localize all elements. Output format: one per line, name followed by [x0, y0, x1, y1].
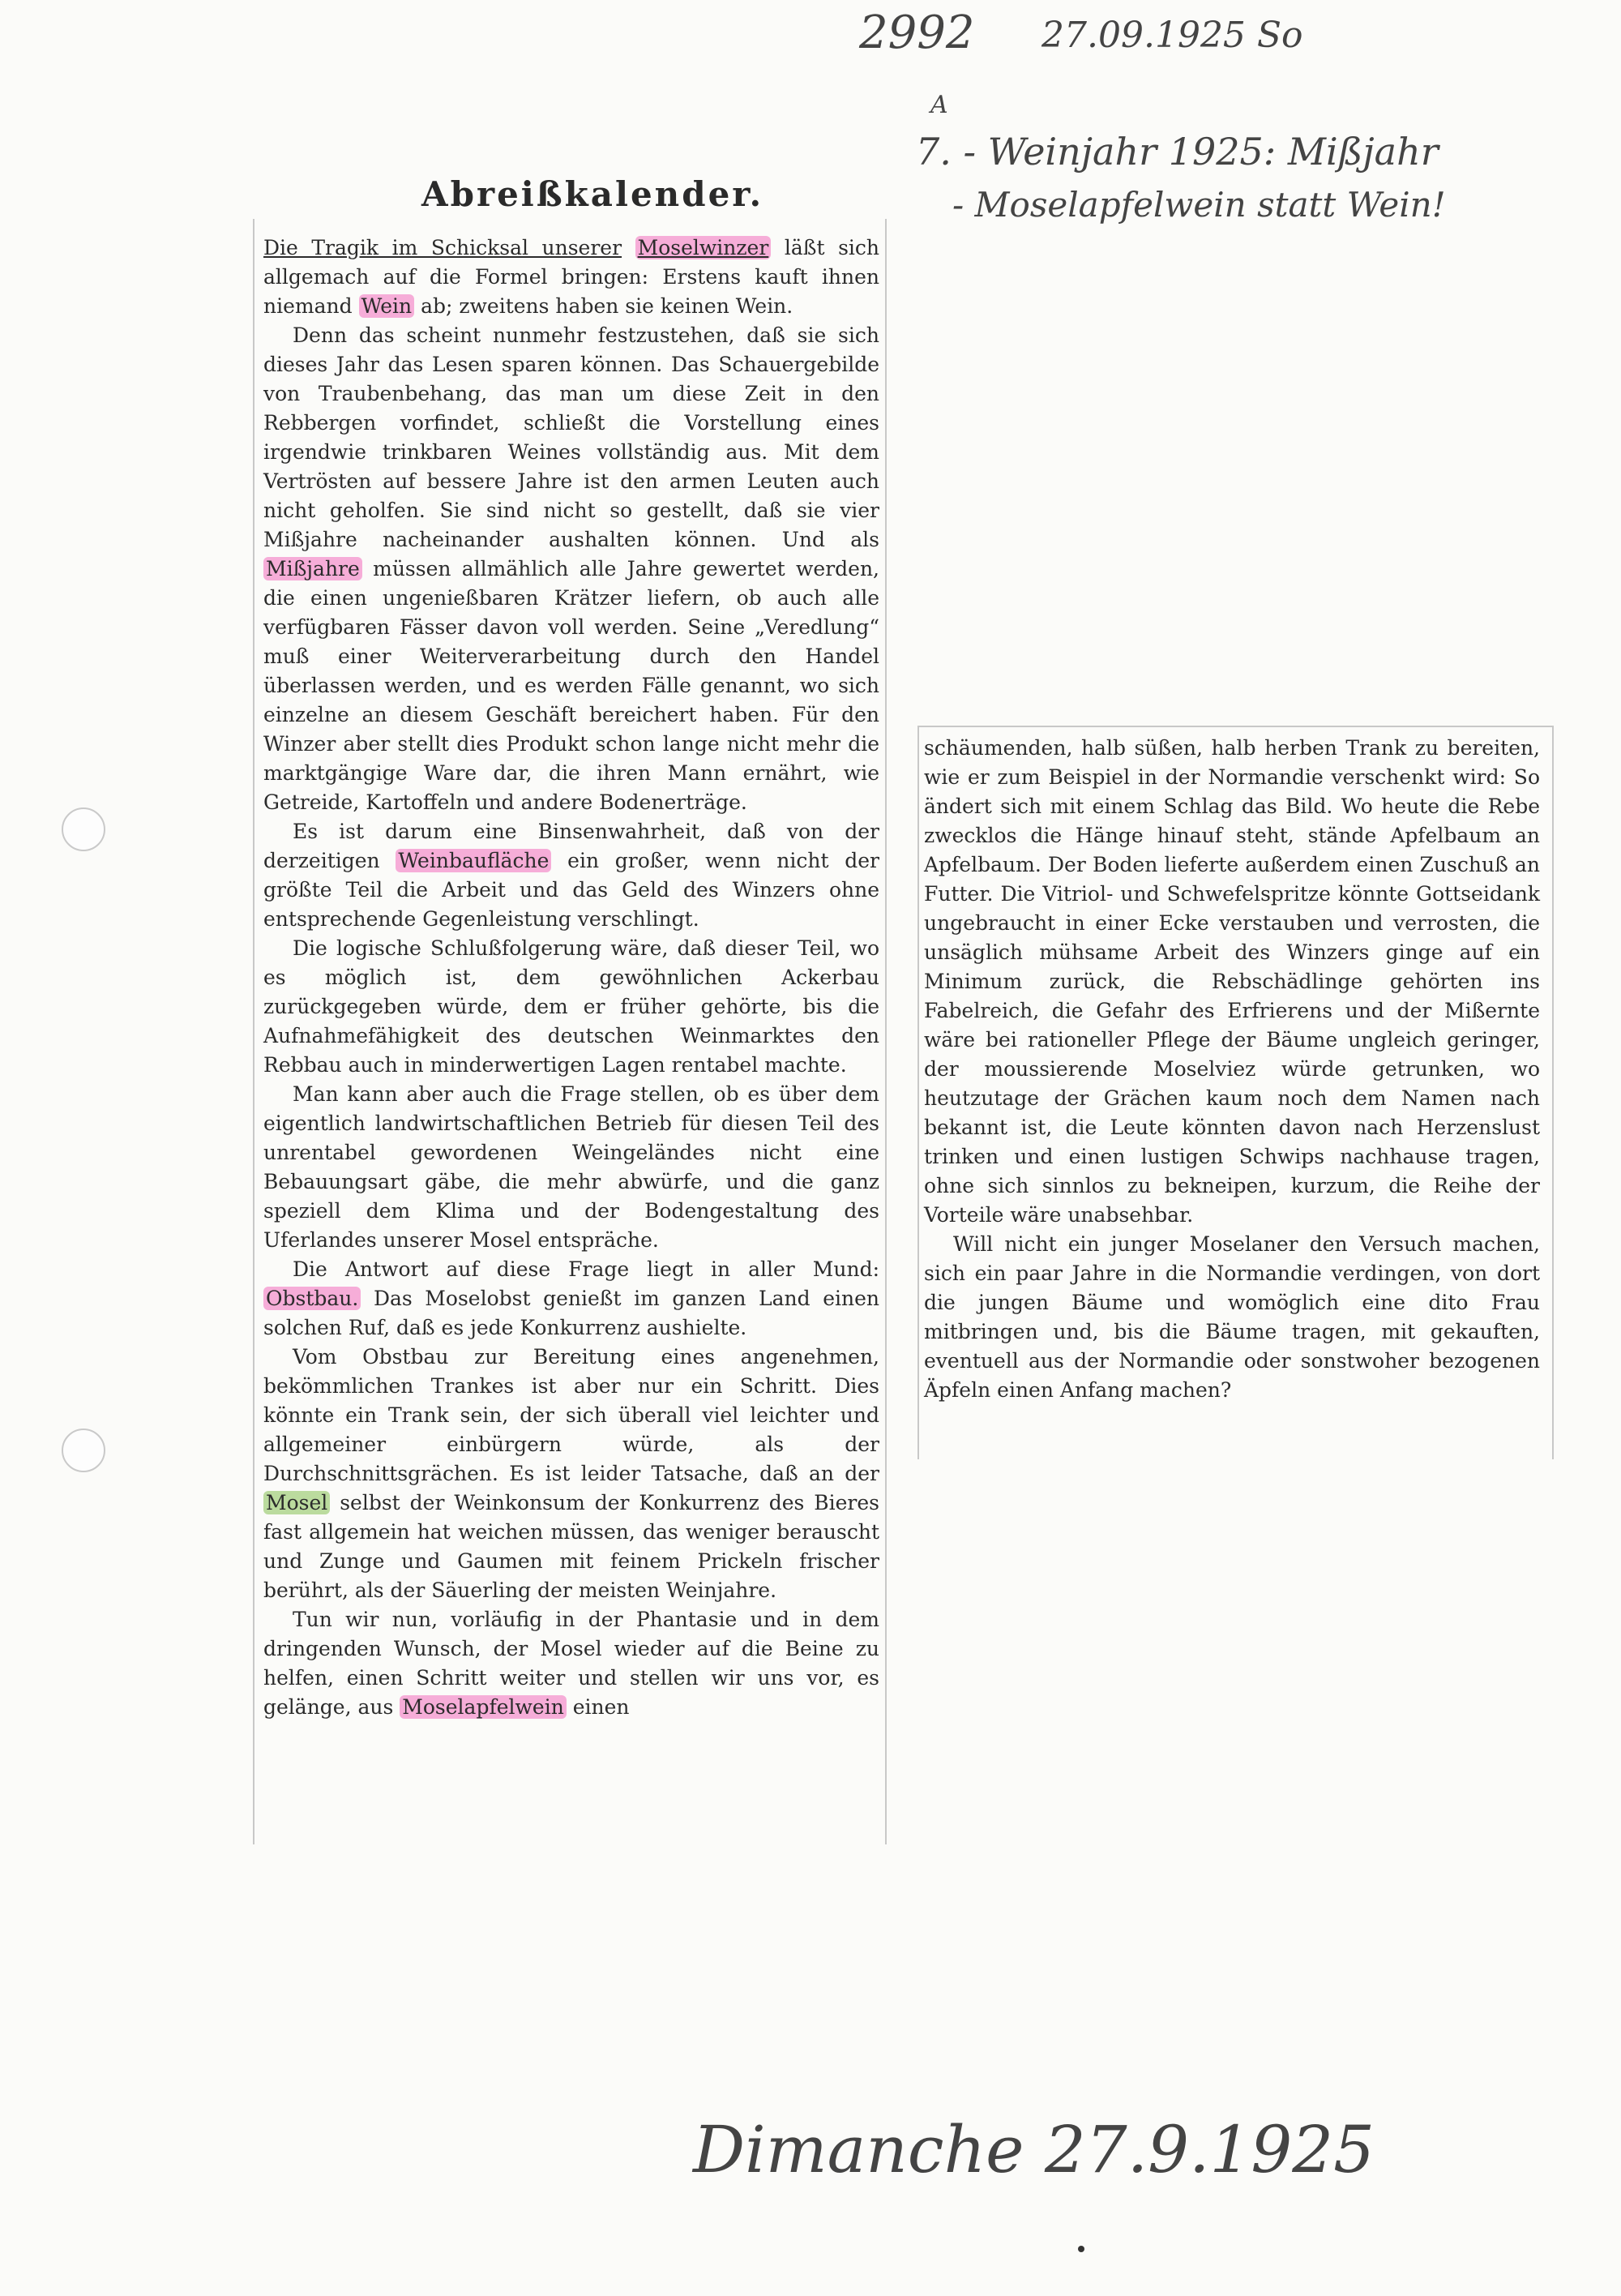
ink-dot: [1078, 2246, 1084, 2252]
paragraph-4: Die logische Schlußfolgerung wäre, daß dieser Teil, wo es möglich ist, dem gewöhnlichen Ackerbau zurückgegeben würde, dem er früher gehörte, bis die Aufnahmefähigkeit des deutschen Weinmarktes den Rebbau auch in minderwertigen Lagen rentabel machte.: [263, 936, 879, 1077]
bottom-date-note: Dimanche 27.9.1925: [693, 2112, 1375, 2187]
highlight-mosel: Mosel: [263, 1491, 330, 1514]
clipping-edge-col1-right: [885, 219, 887, 1844]
text-segment: selbst der Weinkonsum der Konkurrenz des Bieres fast allgemein hat weichen müssen, das weniger berauscht und Zunge und Gaumen mit feinem Prickeln frischer berührt, als der Säuerling der meisten Weinjahre.: [263, 1491, 879, 1602]
clipping-edge-left: [253, 219, 254, 1844]
punch-hole-lower: [62, 1429, 105, 1472]
highlight-wein: Wein: [359, 294, 415, 318]
clipping-edge-col2-right: [1552, 726, 1554, 1459]
text-segment: Tun wir nun, vorläufig in der Phantasie und in dem dringenden Wunsch, der Mosel wieder auf die Beine zu helfen, einen Schritt weiter und stellen wir uns vor, es gelänge, aus: [263, 1608, 879, 1719]
highlight-missjahre: Mißjahre: [263, 557, 362, 580]
paragraph-5: Man kann aber auch die Frage stellen, ob es über dem eigentlich landwirtschaftlichen Betrieb für diesen Teil des unrentabel gewordenen Weingeländes nicht eine Bebauungsart gäbe, die mehr abwürfe, und die ganz speziell dem Klima und der Bodengestaltung des Uferlandes unserer Mosel entspräche.: [263, 1082, 879, 1252]
archive-number: 2992: [859, 6, 975, 59]
margin-note-line-1: 7. - Weinjahr 1925: Mißjahr: [916, 130, 1439, 173]
article-title: Abreißkalender.: [421, 174, 764, 214]
text-segment: Vom Obstbau zur Bereitung eines angenehmen, bekömmlichen Trankes ist aber nur ein Schritt. Dies könnte ein Trank sein, der sich überall viel leichter und allgemeiner einbürgern würde, als der Durchschnittsgrächen. Es ist leider Tatsache, daß an der: [263, 1345, 879, 1485]
text-segment: einen: [572, 1695, 630, 1719]
text-segment: Denn das scheint nunmehr festzustehen, daß sie sich dieses Jahr das Lesen sparen können. Das Schauergebilde von Traubenbehang, das man um diese Zeit in den Rebbergen vorfindet, schließt die Vorstellung eines irgendwie trinkbaren Weines vollständig aus. Mit dem Vertrösten auf bessere Jahre ist den armen Leuten auch nicht geholfen. Sie sind nicht so gestellt, daß sie vier Mißjahre nacheinander aushalten können. Und als: [263, 323, 879, 551]
article-column-1: [263, 233, 879, 1722]
text-segment: müssen allmählich alle Jahre gewertet werden, die einen ungenießbaren Krätzer liefern, ob auch alle verfügbaren Fässer davon voll werden. Seine „Veredlung“ muß einer Weiterverarbeitung durch den Handel überlassen werden, und es werden Fälle genannt, wo sich einzelne an diesem Geschäft bereichert haben. Für den Winzer aber stellt dies Produkt schon lange nicht mehr die marktgängige Ware dar, die ihren Mann ernährt, wie Getreide, Kartoffeln und andere Bodenerträge.: [263, 557, 879, 814]
paragraph-9: schäumenden, halb süßen, halb herben Trank zu bereiten, wie er zum Beispiel in der Normandie verschenkt wird: So ändert sich mit einem Schlag das Bild. Wo heute die Rebe zwecklos die Hänge hinauf steht, stände Apfelbaum an Apfelbaum. Der Boden lieferte außerdem einen Zuschuß an Futter. Die Vitriol- und Schwefelspritze könnte Gottseidank ungebraucht in einer Ecke verstauben und verrosten, die unsäglich mühsame Arbeit des Winzers ginge auf ein Minimum zurück, die Rebschädlinge gehörten ins Fabelreich, die Gefahr des Erfrierens und der Mißernte wäre bei rationeller Pflege der Bäume ungleich geringer, der moussierende Moselviez würde getrunken, wo heutzutage der Grächen kaum noch dem Namen nach bekannt ist, die Leute könnten davon nach Herzenslust trinken und einen lustigen Schwips nachhause tragen, ohne sich sinnlos zu bekneipen, kurzum, die Reihe der Vorteile wäre unabsehbar.: [924, 736, 1540, 1227]
clipping-edge-col2-top: [917, 726, 1554, 727]
text-segment: ein großer, wenn nicht der größte Teil die Arbeit und das Geld des Winzers ohne entsprechende Gegenleistung verschlingt.: [263, 849, 879, 931]
punch-hole-upper: [62, 807, 105, 851]
paragraph-10: Will nicht ein junger Moselaner den Versuch machen, sich ein paar Jahre in die Normandie verdingen, von dort die jungen Bäume und womöglich eine dito Frau mitbringen und, bis die Bäume tragen, mit gekauften, eventuell aus der Normandie oder sonstwoher bezogenen Äpfeln einen Anfang machen?: [924, 1232, 1540, 1402]
highlight-moselwinzer: Moselwinzer: [635, 236, 772, 259]
text-segment: läßt sich allgemach auf die Formel bringen: Erstens kauft ihnen niemand: [263, 236, 880, 318]
article-column-2: [924, 734, 1540, 1405]
note-mark: A: [930, 91, 948, 119]
text-segment: Es ist darum eine Binsenwahrheit, daß von der derzeitigen: [263, 820, 879, 872]
clipping-edge-col2-left: [917, 726, 919, 1459]
paragraph-7: [263, 1343, 879, 1605]
paragraph-3: [263, 817, 879, 934]
text-segment: Die Tragik im Schicksal unserer: [263, 236, 622, 259]
highlight-weinbauflaeche: Weinbaufläche: [396, 849, 551, 872]
highlight-obstbau: Obstbau.: [263, 1287, 361, 1310]
paragraph-6: [263, 1255, 879, 1343]
highlight-moselapfelwein: Moselapfelwein: [400, 1695, 567, 1719]
text-segment: Das Moselobst genießt im ganzen Land einen solchen Ruf, daß es jede Konkurrenz aushielte.: [263, 1287, 879, 1339]
margin-note-line-2: - Moselapfelwein statt Wein!: [952, 185, 1446, 225]
paragraph-2: [263, 321, 879, 817]
paragraph-8: [263, 1605, 879, 1722]
text-segment: ab; zweitens haben sie keinen Wein.: [421, 294, 793, 318]
paragraph-1: [263, 233, 879, 321]
text-segment: Die Antwort auf diese Frage liegt in aller Mund:: [293, 1257, 879, 1281]
archive-date: 27.09.1925 So: [1041, 15, 1303, 56]
